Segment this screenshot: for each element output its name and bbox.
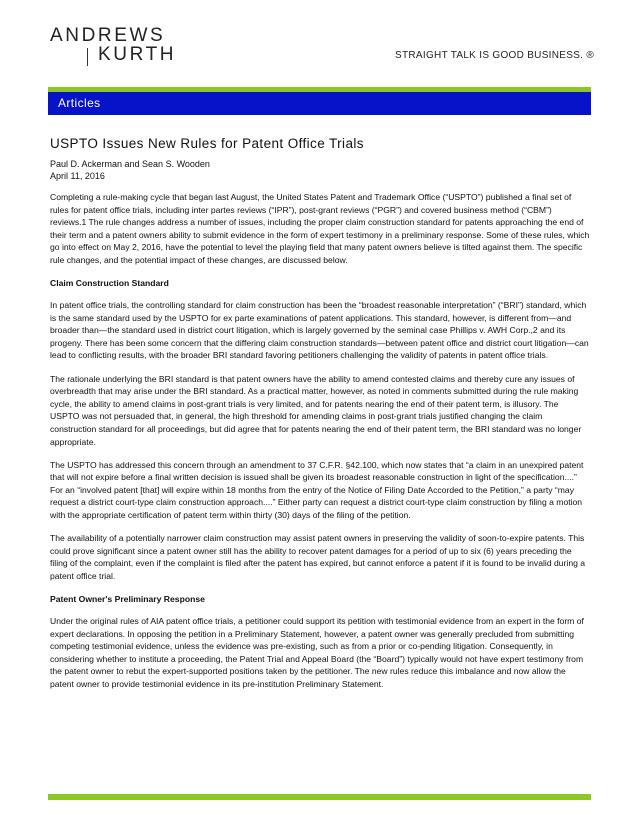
paragraph-6: Under the original rules of AIA patent office trials, a petitioner could support its petition with testimonial evidence from an expert in the form of expert declarations. In opposing the petition in a Preliminary Statement, however, a patent owner was generally precluded from submitting competing testimonial evidence, unless the evidence was pre-existing, such as from a prior or co-pending litigation. Consequently, in considering whether to institute a proceeding, the Patent Trial and Appeal Board (the “Board”) typically would not have expert testimony from the patent owner to rebut the expert-supported positions taken by the petitioner. The new rules reduce this imbalance and now allow the patent owner to provide testimonial evidence in its pre-institution Preliminary Statement. bbox=[50, 615, 584, 689]
article-authors: Paul D. Ackerman and Sean S. Wooden bbox=[50, 159, 210, 169]
andrews-kurth-logo bbox=[50, 26, 190, 66]
section-heading-claim-construction: Claim Construction Standard bbox=[50, 278, 169, 289]
article-date: April 11, 2016 bbox=[50, 171, 105, 181]
paragraph-2: In patent office trials, the controlling standard for claim construction has been the “broadest reasonable interpretation” (“BRI”) standard, which is the same standard used by the USPTO for ex parte examinations of patent applications. This standard, however, is different from—and broader than—the standard used in district court litigation, which is largely governed by the seminal case Phillips v. AWH Corp.,2 and its progeny. There has been some concern that the differing claim construction standards—between patent office and district court litigation—can lead to conflicting results, with the broader BRI standard favoring petitioners challenging the validity of patents in patent office trials. bbox=[50, 300, 589, 361]
tagline: STRAIGHT TALK IS GOOD BUSINESS. ® bbox=[395, 50, 594, 61]
article-title: USPTO Issues New Rules for Patent Office Trials bbox=[50, 136, 364, 151]
logo-divider bbox=[87, 48, 88, 66]
section-banner bbox=[48, 87, 591, 115]
footer-accent-bar bbox=[48, 794, 591, 800]
logo-line-1: ANDREWS bbox=[50, 25, 166, 46]
paragraph-4: The USPTO has addressed this concern through an amendment to 37 C.F.R. §42.100, which now states that “a claim in an unexpired patent that will not expire before a final written decision is issued shall be given its broadest reasonable construction in light of the specification....” For an “involved patent [that] will expire within 18 months from the entry of the Notice of Filing Date Accorded to the Petition,” a party “may request a district court-type claim construction approach....” Either party can request a district court-type claim construction by filing a motion with the appropriate certification of patent term within thirty (30) days of the filing of the petition. bbox=[50, 459, 584, 520]
article-content bbox=[50, 136, 590, 701]
article-meta bbox=[50, 158, 590, 182]
paragraph-3: The rationale underlying the BRI standard is that patent owners have the ability to amend contested claims and thereby cure any issues of overbreadth that may arise under the BRI standard. As a practical matter, however, as noted in comments submitted during the rule making cycle, the ability to amend claims in post-grant trials is very limited, and for patents nearing the end of their patent term, is illusory. The USPTO was not persuaded that, in general, the high threshold for amending claims in post-grant trials justified changing the claim construction standard for all proceedings, but did agree that for patents nearing the end of their patent term, the BRI standard was no longer appropriate. bbox=[50, 373, 582, 447]
paragraph-intro: Completing a rule-making cycle that began last August, the United States Patent and Trademark Office (“USPTO”) published a final set of rules for patent office trials, including inter partes reviews (“IPR”), post-grant reviews (“PGR”) and covered business method (“CBM”) reviews.1 The rule changes address a number of issues, including the proper claim construction standard for patents approaching the end of their term and a patent owners ability to submit evidence in the form of expert testimony in a preliminary response. Some of these rules, which go into effect on May 2, 2016, have the potential to level the playing field that many patent owners believe is tilted against them. The specific rule changes, and the potential impact of these changes, are discussed below. bbox=[50, 192, 590, 265]
paragraph-5: The availability of a potentially narrower claim construction may assist patent owners in preserving the validity of soon-to-expire patents. This could prove significant since a patent owner still has the ability to recover patent damages for a period of up to six (6) years preceding the filing of the complaint, even if the complaint is filed after the patent has expired, but cannot enforce a patent if it is found to be invalid during a patent office trial. bbox=[50, 533, 586, 581]
banner-label: Articles bbox=[48, 92, 591, 115]
section-heading-preliminary-response: Patent Owner's Preliminary Response bbox=[50, 593, 205, 604]
logo-line-2: KURTH bbox=[98, 44, 177, 65]
